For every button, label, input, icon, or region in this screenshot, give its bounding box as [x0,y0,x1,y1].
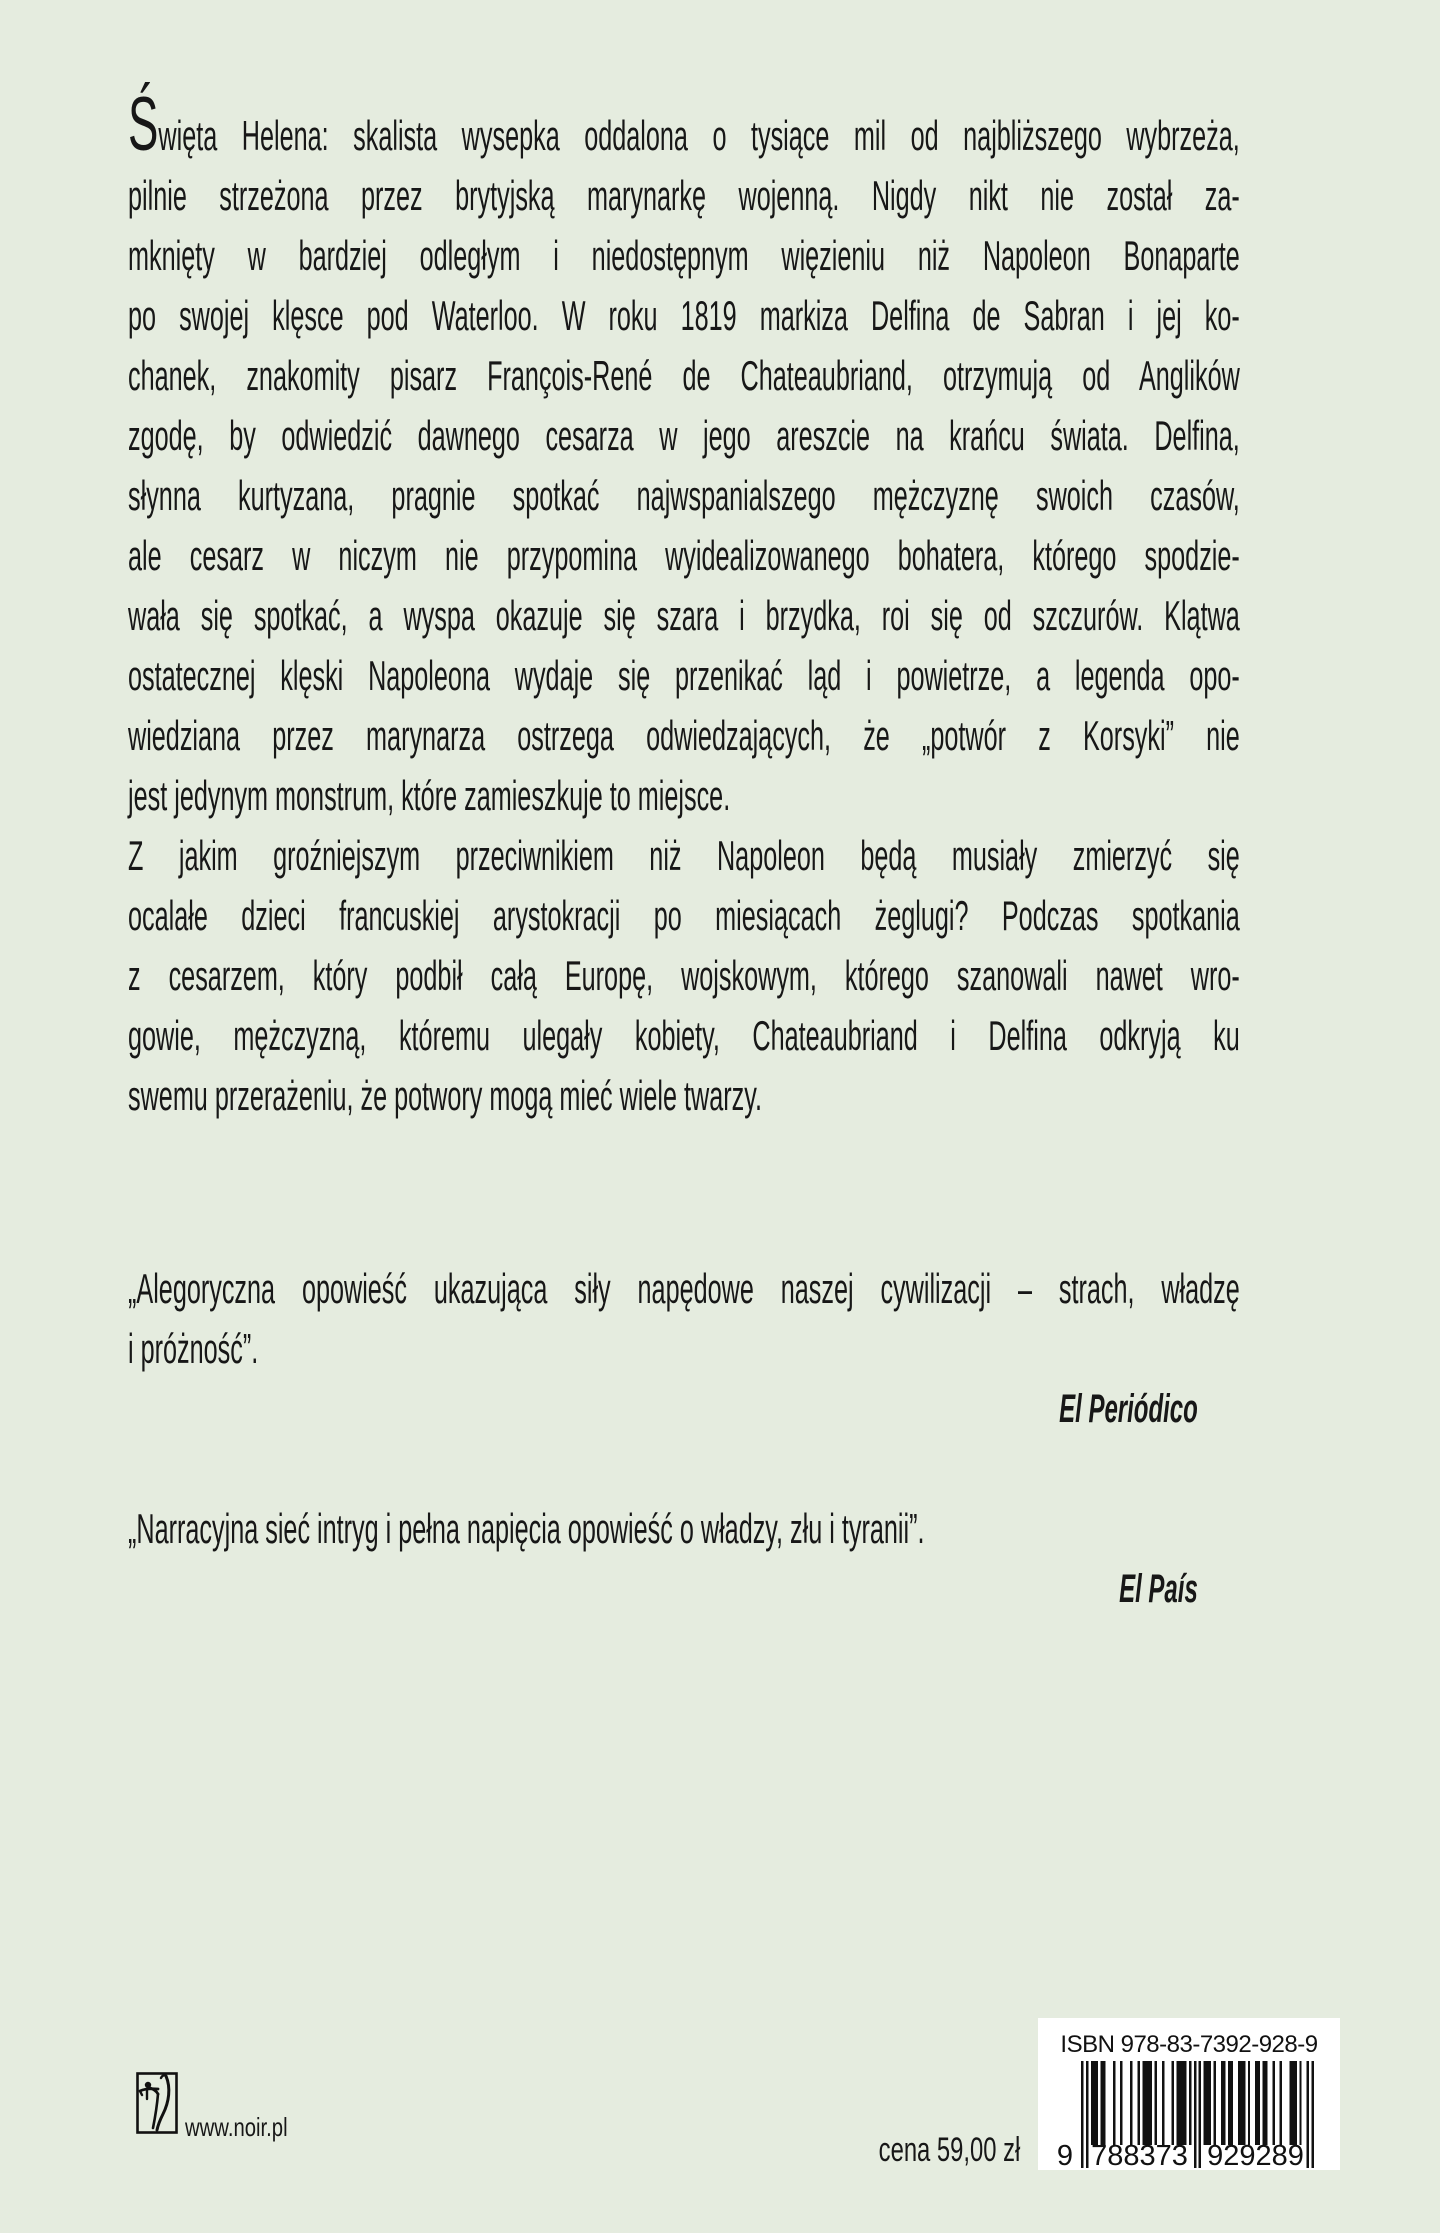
barcode-digit-group-2: 929289 [1207,2140,1304,2172]
isbn-label: ISBN 978-83-7392-928-9 [1060,2031,1318,2058]
synopsis-line: słynna kurtyzana, pragnie spotkać najwspanialszego mężczyznę swoich czasów, [128,472,1240,519]
barcode-lead-digit: 9 [1056,2140,1074,2172]
synopsis-line: pilnie strzeżona przez brytyjską marynarkę wojenną. Nigdy nikt nie został za- [128,172,1240,219]
publisher-logo [136,2072,178,2134]
publisher-website-text: www.noir.pl [185,2112,288,2142]
review-source: El País [1119,1567,1198,1611]
reviews-text [128,1259,1240,1619]
press-review [128,1259,1240,1439]
review-quote-line: i próżność”. [128,1325,259,1372]
synopsis-line: jest jedynym monstrum, które zamieszkuje to miejsce. [128,772,731,819]
barcode-digit-group-1: 788373 [1091,2140,1188,2172]
isbn-barcode [1038,2018,1340,2170]
synopsis-line: Z jakim groźniejszym przeciwnikiem niż Napoleon będą musiały zmierzyć się [128,832,1240,879]
synopsis-text [128,82,1240,1126]
synopsis-line: chanek, znakomity pisarz François-René de Chateaubriand, otrzymują od Anglików [128,352,1240,399]
synopsis-line: wiedziana przez marynarza ostrzega odwiedzających, że „potwór z Korsyki” nie [128,712,1240,759]
synopsis-line: ocalałe dzieci francuskiej arystokracji po miesiącach żeglugi? Podczas spotkania [128,892,1240,939]
synopsis-line: z cesarzem, który podbił całą Europę, wojskowym, którego szanowali nawet wro- [128,952,1240,999]
price [620,2130,1020,2170]
synopsis-line: wała się spotkać, a wyspa okazuje się szara i brzydka, roi się od szczurów. Klątwa [128,592,1240,639]
publisher-website [185,2112,317,2142]
press-reviews [128,1259,1240,1619]
synopsis-line: Święta Helena: skalista wysepka oddalona o tysiące mil od najbliższego wybrzeża, [128,82,1240,167]
review-quote-line: „Alegoryczna opowieść ukazująca siły napędowe naszej cywilizacji – strach, władzę [128,1265,1240,1312]
synopsis-line: ostatecznej klęski Napoleona wydaje się przenikać ląd i powietrze, a legenda opo- [128,652,1240,699]
synopsis-line: swemu przerażeniu, że potwory mogą mieć wiele twarzy. [128,1072,762,1119]
review-quote-line: „Narracyjna sieć intryg i pełna napięcia opowieść o władzy, złu i tyranii”. [128,1505,925,1552]
synopsis-line: zgodę, by odwiedzić dawnego cesarza w jego areszcie na krańcu świata. Delfina, [128,412,1240,459]
synopsis [128,82,1240,1126]
synopsis-line: ale cesarz w niczym nie przypomina wyidealizowanego bohatera, którego spodzie- [128,532,1240,579]
synopsis-line: po swojej klęsce pod Waterloo. W roku 1819 markiza Delfina de Sabran i jej ko- [128,292,1240,339]
synopsis-line: gowie, mężczyzną, któremu ulegały kobiety, Chateaubriand i Delfina odkryją ku [128,1012,1240,1059]
drop-cap-letter: Ś [128,82,159,167]
press-review [128,1499,1240,1619]
synopsis-line: mknięty w bardziej odległym i niedostępnym więzieniu niż Napoleon Bonaparte [128,232,1240,279]
price-text: cena 59,00 zł [878,2131,1020,2169]
publisher-logo-icon [136,2072,178,2134]
review-source: El Periódico [1059,1387,1198,1431]
